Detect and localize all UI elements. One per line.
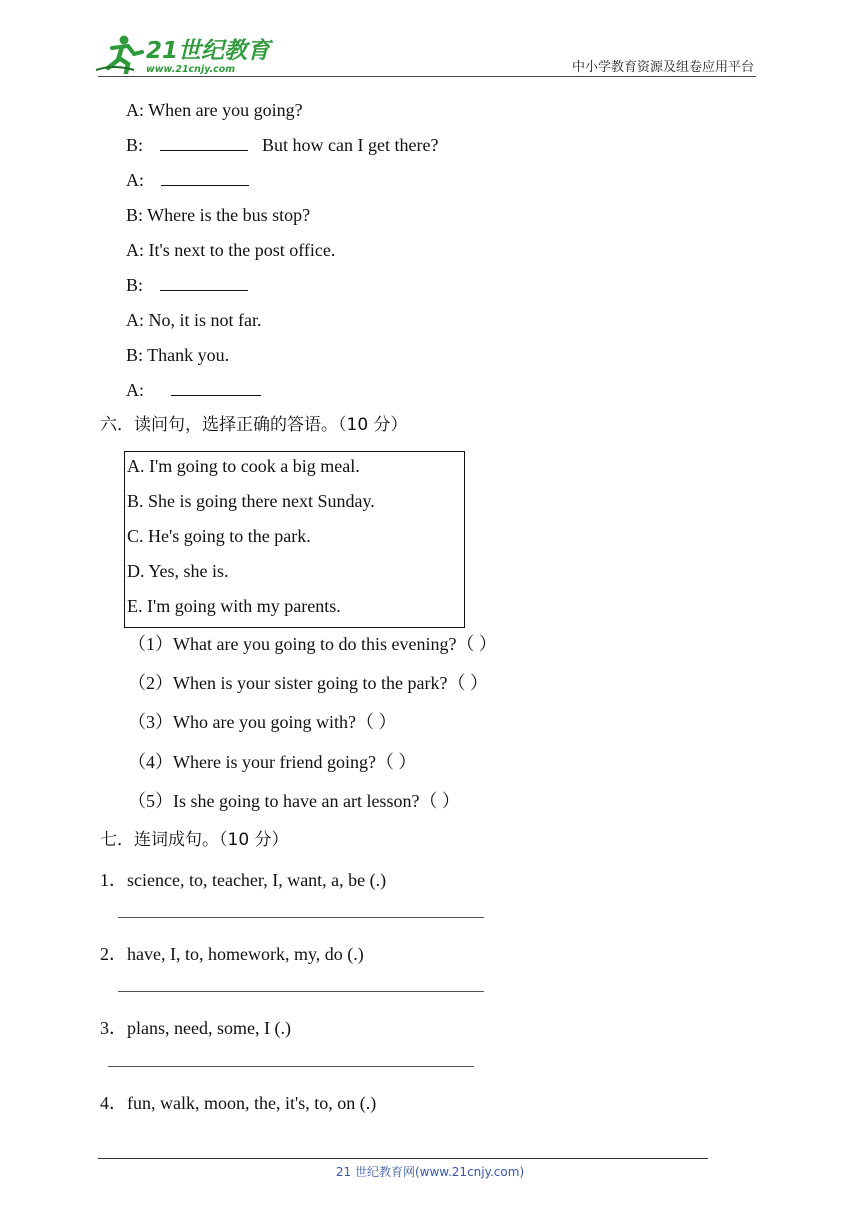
sentence-item-1: 1．science, to, teacher, I, want, a, be (.) (100, 870, 387, 890)
dialogue-speaker: B: (126, 135, 144, 155)
answer-blank[interactable] (160, 274, 248, 291)
section7-title: 七．连词成句。（10 分） (100, 830, 289, 850)
answer-blank[interactable] (161, 169, 249, 186)
answer-line-2[interactable] (118, 991, 484, 992)
question-3[interactable]: （3）Who are you going with?（ ） (128, 712, 397, 732)
platform-text: 中小学教育资源及组卷应用平台 (572, 60, 755, 75)
answer-blank[interactable] (160, 134, 248, 151)
answer-line-1[interactable] (118, 917, 484, 918)
dialogue-speaker: A: (126, 170, 144, 190)
dialogue-speaker: B: (126, 275, 144, 295)
sentence-item-3: 3．plans, need, some, I (.) (100, 1018, 291, 1038)
option-c: C. He's going to the park. (127, 526, 311, 546)
dialogue-line (126, 169, 249, 191)
footer-text: 21 世纪教育网(www.21cnjy.com) (335, 1165, 525, 1179)
dialogue-line (126, 99, 303, 121)
answer-line-3[interactable] (108, 1066, 474, 1067)
header-rule (98, 76, 756, 77)
runner-logo-icon (94, 34, 148, 74)
dialogue-text: But how can I get there? (262, 135, 439, 155)
dialogue-text: A: When are you going? (126, 100, 303, 120)
option-e: E. I'm going with my parents. (127, 596, 341, 616)
header (0, 0, 860, 80)
option-a: A. I'm going to cook a big meal. (127, 456, 360, 476)
dialogue-line (126, 274, 248, 296)
dialogue-text: A: It's next to the post office. (126, 240, 336, 260)
dialogue-line (126, 309, 262, 331)
section6-title: 六．读问句，选择正确的答语。（10 分） (100, 415, 408, 435)
dialogue-line (126, 379, 261, 401)
dialogue-line (126, 239, 335, 261)
dialogue-line (126, 204, 310, 226)
dialogue-speaker: A: (126, 380, 144, 400)
options-box (124, 451, 465, 628)
dialogue-text: A: No, it is not far. (126, 310, 262, 330)
option-b: B. She is going there next Sunday. (127, 491, 375, 511)
footer-rule (98, 1158, 708, 1159)
sentence-item-2: 2．have, I, to, homework, my, do (.) (100, 944, 364, 964)
dialogue-text: B: Where is the bus stop? (126, 205, 311, 225)
logo-text: 21世纪教育 (146, 38, 271, 64)
dialogue-text: B: Thank you. (126, 345, 230, 365)
question-1[interactable]: （1）What are you going to do this evening?（ ） (128, 634, 497, 654)
dialogue-line (126, 344, 229, 366)
question-2[interactable]: （2）When is your sister going to the park?（ ） (128, 673, 488, 693)
sentence-item-4: 4．fun, walk, moon, the, it's, to, on (.) (100, 1093, 377, 1113)
question-4[interactable]: （4）Where is your friend going?（ ） (128, 752, 417, 772)
question-5[interactable]: （5）Is she going to have an art lesson?（ ） (128, 791, 460, 811)
logo-url: www.21cnjy.com (146, 64, 236, 75)
dialogue-line (126, 134, 438, 156)
option-d: D. Yes, she is. (127, 561, 229, 581)
answer-blank[interactable] (171, 379, 261, 396)
